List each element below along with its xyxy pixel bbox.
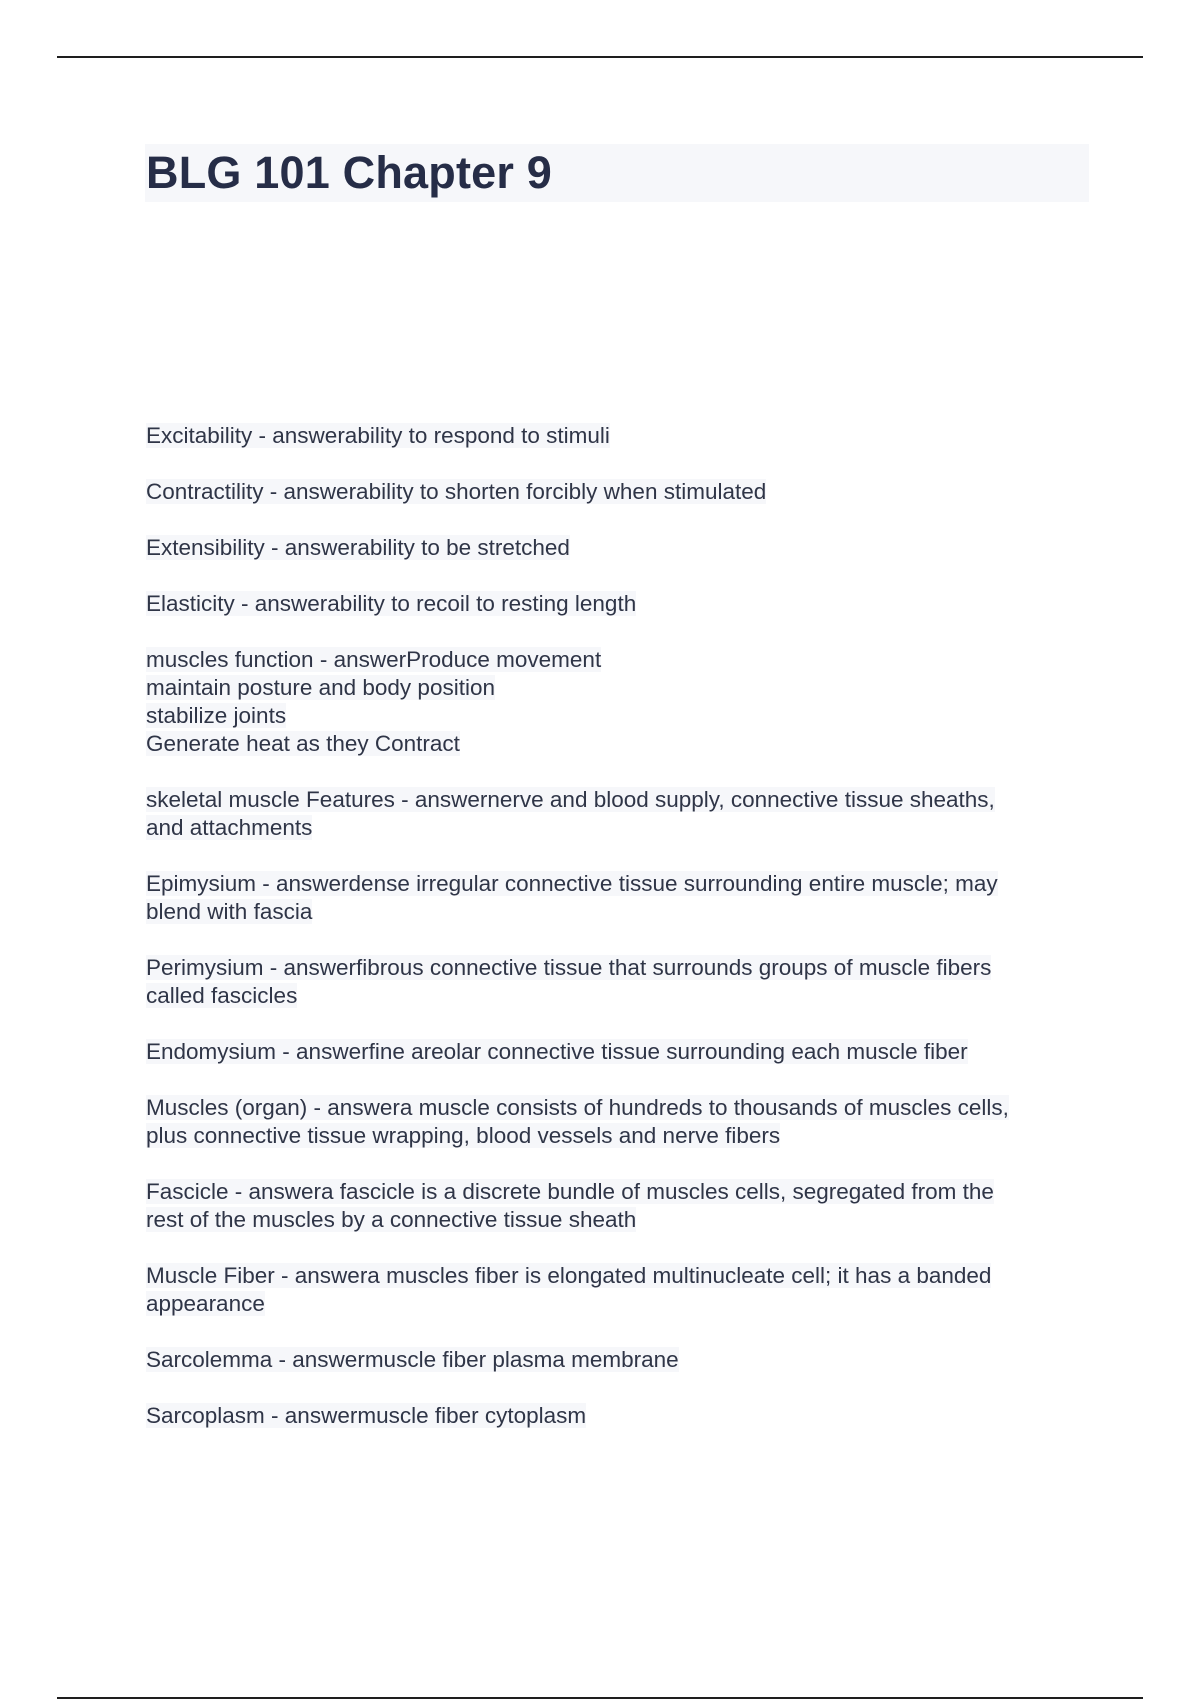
card-line: Muscle Fiber - answera muscles fiber is elongated multinucleate cell; it has a banded bbox=[146, 1263, 992, 1288]
flashcard bbox=[146, 954, 1086, 1010]
card-line: stabilize joints bbox=[146, 703, 287, 728]
flashcard bbox=[146, 534, 1086, 562]
card-line: Generate heat as they Contract bbox=[146, 731, 460, 756]
card-line: blend with fascia bbox=[146, 899, 313, 924]
flashcard bbox=[146, 1262, 1086, 1318]
page-title: BLG 101 Chapter 9 bbox=[146, 147, 553, 198]
card-line: Muscles (organ) - answera muscle consists of hundreds to thousands of muscles cells, bbox=[146, 1095, 1009, 1120]
card-line: Sarcolemma - answermuscle fiber plasma membrane bbox=[146, 1347, 679, 1372]
flashcard bbox=[146, 478, 1086, 506]
flashcard bbox=[146, 1038, 1086, 1066]
flashcard bbox=[146, 1178, 1086, 1234]
card-line: Epimysium - answerdense irregular connective tissue surrounding entire muscle; may bbox=[146, 871, 998, 896]
card-line: Excitability - answerability to respond to stimuli bbox=[146, 423, 610, 448]
flashcard bbox=[146, 870, 1086, 926]
flashcard bbox=[146, 1402, 1086, 1430]
card-line: and attachments bbox=[146, 815, 313, 840]
card-line: maintain posture and body position bbox=[146, 675, 495, 700]
card-line: skeletal muscle Features - answernerve and blood supply, connective tissue sheaths, bbox=[146, 787, 995, 812]
flashcard bbox=[146, 590, 1086, 618]
card-line: Elasticity - answerability to recoil to resting length bbox=[146, 591, 637, 616]
flashcard bbox=[146, 1346, 1086, 1374]
card-line: Fascicle - answera fascicle is a discrete bundle of muscles cells, segregated from the bbox=[146, 1179, 994, 1204]
flashcard bbox=[146, 422, 1086, 450]
card-line: Sarcoplasm - answermuscle fiber cytoplasm bbox=[146, 1403, 587, 1428]
card-line: Perimysium - answerfibrous connective tissue that surrounds groups of muscle fibers bbox=[146, 955, 992, 980]
card-line: Extensibility - answerability to be stretched bbox=[146, 535, 570, 560]
flashcard bbox=[146, 1094, 1086, 1150]
bottom-rule bbox=[57, 1697, 1143, 1699]
card-line: Endomysium - answerfine areolar connective tissue surrounding each muscle fiber bbox=[146, 1039, 968, 1064]
card-line: called fascicles bbox=[146, 983, 298, 1008]
card-line: appearance bbox=[146, 1291, 265, 1316]
card-line: rest of the muscles by a connective tissue sheath bbox=[146, 1207, 637, 1232]
card-line: plus connective tissue wrapping, blood vessels and nerve fibers bbox=[146, 1123, 781, 1148]
flashcard bbox=[146, 646, 1086, 758]
top-rule bbox=[57, 56, 1143, 58]
card-line: muscles function - answerProduce movement bbox=[146, 647, 602, 672]
flashcard bbox=[146, 786, 1086, 842]
card-line: Contractility - answerability to shorten forcibly when stimulated bbox=[146, 479, 767, 504]
flashcard-list bbox=[146, 422, 1086, 1458]
